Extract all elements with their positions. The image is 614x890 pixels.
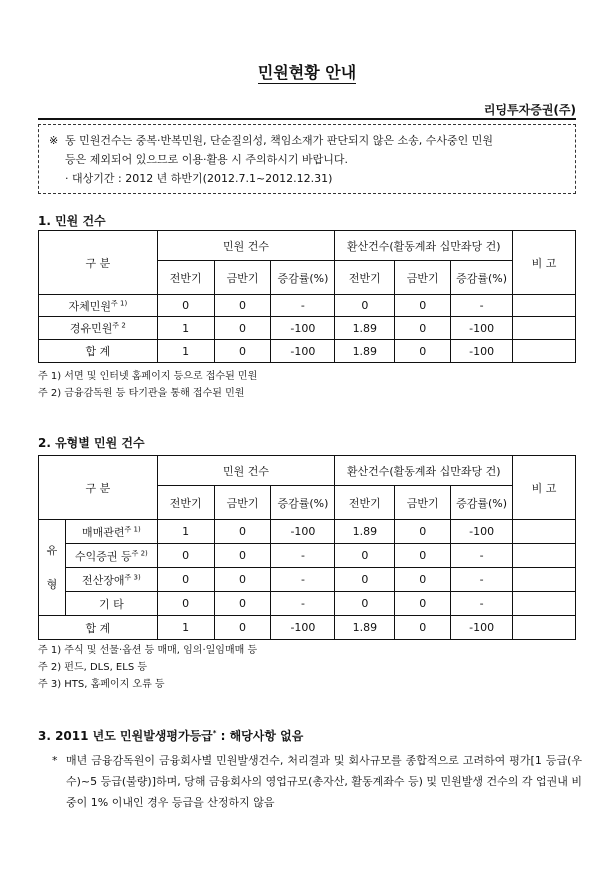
section-3-heading: 3. 2011 년도 민원발생평가등급* : 해당사항 없음 [38, 729, 304, 743]
cell: - [451, 544, 513, 568]
cell: 1 [157, 340, 214, 363]
cell: 0 [395, 616, 451, 640]
footnote: 주 1) 주식 및 선물·옵션 등 매매, 임의·일임매매 등 [38, 645, 258, 656]
section-3-note [52, 750, 582, 813]
cell: -100 [271, 520, 335, 544]
curr-half-header: 금반기 [214, 486, 271, 520]
cell: 0 [395, 295, 451, 317]
curr-half-header: 금반기 [214, 261, 271, 295]
section-2-heading: 2. 유형별 민원 건수 [38, 436, 145, 450]
cell: -100 [451, 340, 513, 363]
cell: 1.89 [335, 520, 395, 544]
cell: 0 [395, 520, 451, 544]
conv-prev-half-header: 전반기 [335, 261, 395, 295]
row-label: 경유민원$^{주 2}$ [39, 317, 158, 340]
section-2-notes [38, 642, 257, 693]
footnote: 주 2) 펀드, DLS, ELS 등 [38, 662, 148, 673]
header-divider [38, 118, 576, 120]
cell: 0 [157, 544, 214, 568]
cell: 0 [157, 295, 214, 317]
footnote: 주 3) HTS, 홈페이지 오류 등 [38, 679, 165, 690]
conv-prev-half-header: 전반기 [335, 486, 395, 520]
cell: - [451, 295, 513, 317]
table-row [39, 295, 576, 317]
cell: 0 [395, 568, 451, 592]
complaints-table [38, 230, 576, 363]
cell: 0 [214, 340, 271, 363]
cell: -100 [451, 520, 513, 544]
cell [513, 520, 576, 544]
cell: 1.89 [335, 317, 395, 340]
notice-period: · 대상기간 : 2012 년 하반기(2012.7.1~2012.12.31) [65, 172, 333, 185]
cell: 0 [335, 568, 395, 592]
conv-curr-half-header: 금반기 [395, 486, 451, 520]
footnote: 주 1) 서면 및 인터넷 홈페이지 등으로 접수된 민원 [38, 371, 258, 382]
cell: 0 [335, 544, 395, 568]
notice-line-2: 등은 제외되어 있으므로 이용·활용 시 주의하시기 바랍니다. [65, 153, 348, 166]
table-row [39, 568, 576, 592]
cell [513, 592, 576, 616]
cell [513, 340, 576, 363]
notice-mark: ※ [49, 134, 59, 147]
cell: 1.89 [335, 616, 395, 640]
prev-half-header: 전반기 [157, 261, 214, 295]
row-label: 전산장애$^{주 3)}$ [65, 568, 157, 592]
converted-count-header: 환산건수(활동계좌 십만좌당 건) [335, 231, 513, 261]
converted-count-header: 환산건수(활동계좌 십만좌당 건) [335, 456, 513, 486]
row-label: 기 타 [65, 592, 157, 616]
cell: 0 [157, 568, 214, 592]
section-1-notes [38, 368, 257, 402]
conv-curr-half-header: 금반기 [395, 261, 451, 295]
grade-note: 매년 금융감독원이 금융회사별 민원발생건수, 처리결과 및 회사규모를 종합적으로 고려하여 평가[1 등급(우수)~5 등급(불량)]하며, 당해 금융회사의 영업규모(총자산, 활동계좌수 등) 및 민원발생 건수의 각 업권내 비중이 1% 이내인 경우 등급을 산정하지 않음 [66, 754, 582, 809]
rate-header: 증감률(%) [271, 261, 335, 295]
cell: 0 [395, 544, 451, 568]
cell [513, 616, 576, 640]
cell: 0 [214, 544, 271, 568]
cell: 0 [335, 295, 395, 317]
cell: - [271, 544, 335, 568]
cell: 1.89 [335, 340, 395, 363]
cell: - [271, 592, 335, 616]
table-row [39, 544, 576, 568]
cell: 0 [395, 317, 451, 340]
complaint-count-header: 민원 건수 [157, 231, 335, 261]
cell: 0 [214, 592, 271, 616]
notice-box [38, 124, 576, 194]
category-header: 구 분 [39, 231, 158, 295]
row-label: 자체민원$^{주 1)}$ [39, 295, 158, 317]
row-label: 매매관련$^{주 1)}$ [65, 520, 157, 544]
cell: 0 [214, 295, 271, 317]
cell: 0 [214, 520, 271, 544]
table-row [39, 592, 576, 616]
remark-header: 비 고 [513, 456, 576, 520]
type-label: 유 형 [39, 520, 66, 616]
cell: 0 [395, 592, 451, 616]
notice-line-1: 동 민원건수는 중복·반복민원, 단순질의성, 책임소재가 판단되지 않은 소송, 수사중인 민원 [65, 134, 493, 147]
table-row [39, 520, 576, 544]
category-header: 구 분 [39, 456, 158, 520]
footnote: 주 2) 금융감독원 등 타기관을 통해 접수된 민원 [38, 388, 245, 399]
cell [513, 568, 576, 592]
cell: -100 [451, 317, 513, 340]
section-1-heading: 1. 민원 건수 [38, 214, 106, 228]
cell: 0 [157, 592, 214, 616]
cell: 0 [395, 340, 451, 363]
cell: - [451, 592, 513, 616]
cell: -100 [271, 616, 335, 640]
complaint-count-header: 민원 건수 [157, 456, 335, 486]
cell: - [451, 568, 513, 592]
cell: - [271, 568, 335, 592]
row-label: 합 계 [39, 616, 158, 640]
cell: 0 [335, 592, 395, 616]
cell: -100 [451, 616, 513, 640]
conv-rate-header: 증감률(%) [451, 486, 513, 520]
cell: 0 [214, 317, 271, 340]
row-label: 합 계 [39, 340, 158, 363]
cell [513, 544, 576, 568]
cell: 0 [214, 568, 271, 592]
cell [513, 317, 576, 340]
rate-header: 증감률(%) [271, 486, 335, 520]
total-row [39, 616, 576, 640]
cell: 1 [157, 317, 214, 340]
prev-half-header: 전반기 [157, 486, 214, 520]
cell: -100 [271, 317, 335, 340]
cell: -100 [271, 340, 335, 363]
cell: 1 [157, 616, 214, 640]
cell: 0 [214, 616, 271, 640]
remark-header: 비 고 [513, 231, 576, 295]
total-row [39, 340, 576, 363]
footnote-star: * [52, 754, 58, 767]
company-name: 리딩투자증권(주) [483, 103, 576, 117]
row-label: 수익증권 등$^{주 2)}$ [65, 544, 157, 568]
cell: - [271, 295, 335, 317]
table-row [39, 317, 576, 340]
conv-rate-header: 증감률(%) [451, 261, 513, 295]
page-title: 민원현황 안내 [257, 63, 357, 82]
cell [513, 295, 576, 317]
type-complaints-table [38, 455, 576, 640]
cell: 1 [157, 520, 214, 544]
